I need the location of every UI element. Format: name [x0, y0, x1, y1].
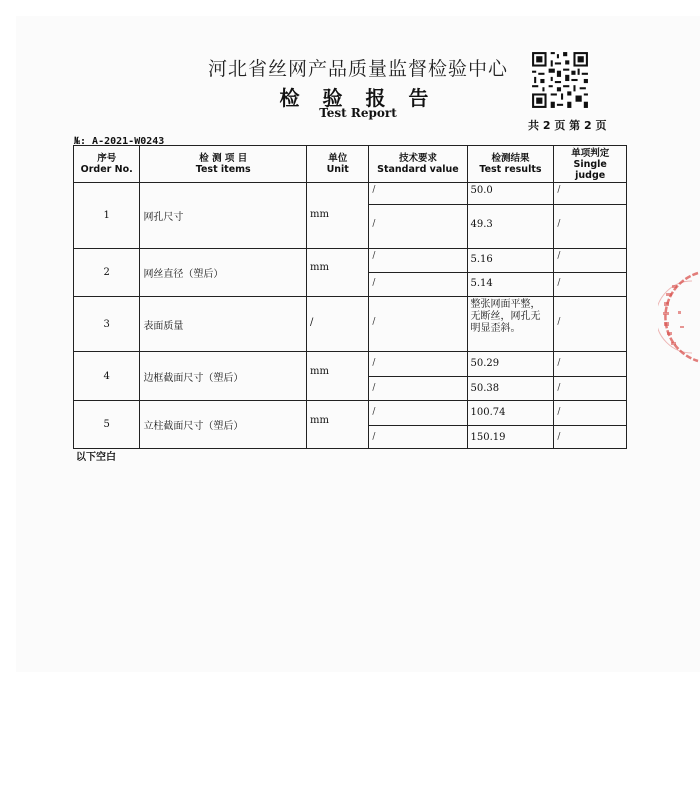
row-test-item: 网丝直径（塑后）	[140, 249, 307, 297]
table-row	[74, 249, 627, 273]
table-header-row	[74, 146, 627, 183]
end-note: 以下空白	[76, 452, 116, 463]
table-row	[74, 183, 627, 205]
report-title-cn: 检 验 报 告	[279, 86, 437, 110]
row-judge: /	[554, 249, 627, 273]
row-result: 150.19	[467, 426, 554, 449]
header-order-no: 序号 Order No.	[74, 146, 140, 183]
row-unit: mm	[307, 352, 369, 401]
page-margin	[0, 672, 700, 800]
row-standard: /	[369, 183, 467, 205]
row-order-no: 1	[74, 183, 140, 249]
row-test-item: 边框截面尺寸（塑后）	[140, 352, 307, 401]
row-standard: /	[369, 401, 467, 426]
report-number: №: A-2021-W0243	[74, 136, 165, 147]
row-test-item: 网孔尺寸	[140, 183, 307, 249]
row-judge: /	[554, 377, 627, 401]
header-single-judge: 单项判定 Single judge	[554, 146, 627, 183]
report-title-en: Test Report	[319, 106, 397, 120]
table-row	[74, 401, 627, 426]
row-judge: /	[554, 426, 627, 449]
row-order-no: 2	[74, 249, 140, 297]
row-standard: /	[369, 273, 467, 297]
row-result: 5.14	[467, 273, 554, 297]
row-judge: /	[554, 183, 627, 205]
row-test-item: 表面质量	[140, 297, 307, 352]
row-judge: /	[554, 352, 627, 377]
row-standard: /	[369, 377, 467, 401]
row-unit: mm	[307, 249, 369, 297]
row-standard: /	[369, 352, 467, 377]
report-page	[16, 16, 700, 672]
row-unit: mm	[307, 401, 369, 449]
row-result: 100.74	[467, 401, 554, 426]
row-order-no: 5	[74, 401, 140, 449]
table-row	[74, 352, 627, 377]
row-result: 50.0	[467, 183, 554, 205]
row-standard: /	[369, 297, 467, 352]
row-result: 5.16	[467, 249, 554, 273]
row-result: 整张网面平整，无断丝，网孔无明显歪斜。	[467, 297, 554, 352]
row-result: 50.38	[467, 377, 554, 401]
header-unit: 单位 Unit	[307, 146, 369, 183]
row-result: 50.29	[467, 352, 554, 377]
table-row	[74, 297, 627, 352]
page-count: 共 2 页 第 2 页	[528, 119, 607, 132]
row-test-item: 立柱截面尺寸（塑后）	[140, 401, 307, 449]
header-test-results: 检测结果 Test results	[467, 146, 554, 183]
organization-title: 河北省丝网产品质量监督检验中心	[207, 58, 508, 80]
header-test-items: 检 测 项 目 Test items	[140, 146, 307, 183]
header-standard-value: 技术要求 Standard value	[369, 146, 467, 183]
row-standard: /	[369, 426, 467, 449]
row-judge: /	[554, 273, 627, 297]
row-judge: /	[554, 205, 627, 249]
row-standard: /	[369, 205, 467, 249]
test-results-table	[73, 145, 627, 449]
row-standard: /	[369, 249, 467, 273]
row-result: 49.3	[467, 205, 554, 249]
row-order-no: 3	[74, 297, 140, 352]
qr-code-icon	[530, 50, 590, 110]
row-judge: /	[554, 401, 627, 426]
row-judge: /	[554, 297, 627, 352]
official-seal-stamp	[658, 271, 700, 363]
row-unit: /	[307, 297, 369, 352]
row-unit: mm	[307, 183, 369, 249]
row-order-no: 4	[74, 352, 140, 401]
